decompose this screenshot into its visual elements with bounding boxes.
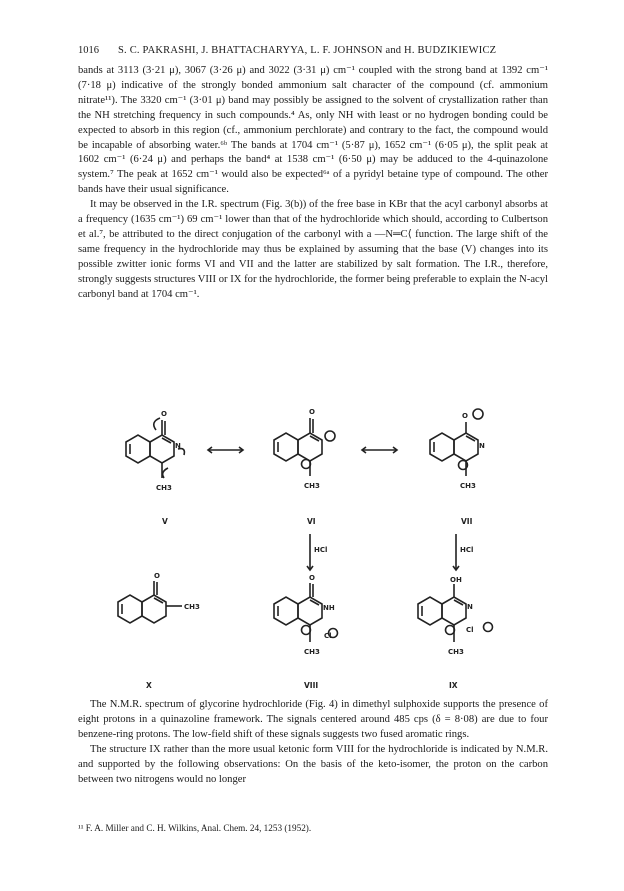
text-block-lower <box>78 698 548 787</box>
atom-oh-ix: OH <box>450 576 462 584</box>
label-viii: VIII <box>304 681 319 690</box>
hcl-label-left: HCl <box>314 546 328 554</box>
atom-n-v: N <box>175 442 181 450</box>
label-ix: IX <box>449 681 458 690</box>
structure-x <box>118 581 182 623</box>
ch3-v: CH3 <box>156 484 172 492</box>
atom-n-ix: N <box>467 603 473 611</box>
label-vii: VII <box>461 517 473 526</box>
structures-figure <box>78 392 548 692</box>
paragraph-ir-bands: bands at 3113 (3·21 μ), 3067 (3·26 μ) and 3022 (3·31 μ) cm⁻¹ coupled with the strong band at 1392 cm⁻¹ (7·18 μ) indicative of the strongly bonded ammonium salt character of the compound (cf. ammonium nitrate¹¹). The 3320 cm⁻¹ (3·01 μ) band may possibly be assigned to the solvent of crystallization rather than the NH stretching frequency in such compounds.⁴ As, only NH with least or no hydrogen bonding could be expected to absorb in this region (cf., ammonium perchlorate) and contrary to the fact, the compound would be incapable of absorbing water.⁶ᵇ The bands at 1704 cm⁻¹ (5·87 μ), 1652 cm⁻¹ (6·05 μ), the split peak at 1602 cm⁻¹ (6·24 μ) and perhaps the band⁴ at 1538 cm⁻¹ (6·50 μ) may be adduced to the 4-quinazolone system.⁷ The peak at 1652 cm⁻¹ would also be expected⁶ᵃ of a pyridyl betaine type of compound. The other bands have their usual significance. <box>78 65 548 196</box>
author-line: S. C. PAKRASHI, J. BHATTACHARYYA, L. F. JOHNSON and H. BUDZIKIEWICZ <box>118 45 497 56</box>
atom-o-vi: O <box>309 408 315 416</box>
atom-o-vii: O <box>462 412 468 420</box>
ch3-vi: CH3 <box>304 482 320 490</box>
atom-n-vii: N <box>479 442 485 450</box>
paragraph-carbonyl-shift: It may be observed in the I.R. spectrum (Fig. 3(b)) of the free base in KBr that the acyl carbonyl absorbs at a frequency (1635 cm⁻¹) 69 cm⁻¹ lower than that of the hydrochloride which should, according to Culbertson et al.⁷, be attributed to the direct conjugation of the carbonyl with a —N═C⟨ function. The large shift of the same frequency in the hydrochloride may thus be explained by assuming that the base (V) changes into its possible zwitter ionic forms VI and VII and the latter are stabilized by salt formation. The I.R., therefore, strongly suggests structures VIII or IX for the hydrochloride, the former being preferable to explain the N-acyl carbonyl band at 1704 cm⁻¹. <box>78 199 548 300</box>
label-x: X <box>146 681 152 690</box>
ch3-viii: CH3 <box>304 648 320 656</box>
label-vi: VI <box>307 517 316 526</box>
atom-o-viii: O <box>309 574 315 582</box>
ch3-x: CH3 <box>184 603 200 611</box>
structure-vi <box>274 418 335 476</box>
paragraph-nmr: The N.M.R. spectrum of glycorine hydrochloride (Fig. 4) in dimethyl sulphoxide supports the presence of eight protons in a quinazoline framework. The signals centered around 485 cps (δ = 8·08) are due to four benzene-ring protons. The low-field shift of these signals suggests two fused aromatic rings. <box>78 699 548 740</box>
ch3-vii: CH3 <box>460 482 476 490</box>
hcl-label-right: HCl <box>460 546 474 554</box>
resonance-arrows <box>208 447 459 570</box>
atom-o-x: O <box>154 572 160 580</box>
structure-ix <box>418 584 493 642</box>
label-v: V <box>162 517 168 526</box>
atom-o-v: O <box>161 410 167 418</box>
page-number: 1016 <box>78 45 99 56</box>
atom-cl-viii: Cl <box>324 632 332 640</box>
paragraph-structure-ix: The structure IX rather than the more usual ketonic form VIII for the hydrochloride is indicated by N.M.R. and supported by the following observations: On the basis of the keto-isomer, the proton on the carbon between two nitrogens would no longer <box>78 743 548 785</box>
text-block-upper <box>78 64 548 303</box>
structure-diagram <box>78 392 548 692</box>
ch3-ix: CH3 <box>448 648 464 656</box>
atom-nh-viii: NH <box>323 604 335 612</box>
footnote: ¹¹ F. A. Miller and C. H. Wilkins, Anal. Chem. 24, 1253 (1952). <box>78 823 312 833</box>
structure-vii <box>430 409 483 476</box>
atom-cl-ix: Cl <box>466 626 474 634</box>
